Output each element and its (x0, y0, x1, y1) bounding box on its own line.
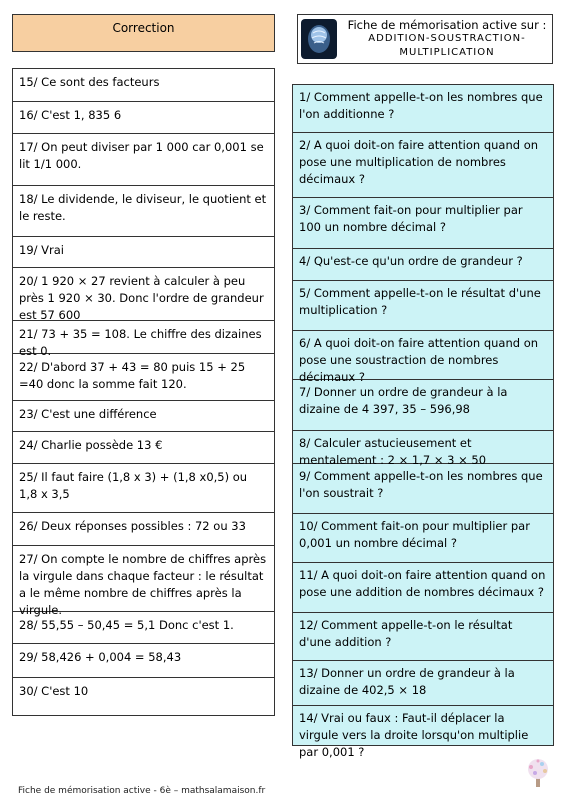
question-item: 5/ Comment appelle-t-on le résultat d'une multiplication ? (293, 281, 553, 331)
answer-item: 19/ Vrai (13, 237, 274, 268)
answer-item: 26/ Deux réponses possibles : 72 ou 33 (13, 513, 274, 546)
question-item: 11/ A quoi doit-on faire attention quand on pose une addition de nombres décimaux ? (293, 563, 553, 613)
question-item: 10/ Comment fait-on pour multiplier par 0,001 un nombre décimal ? (293, 514, 553, 563)
answer-item: 24/ Charlie possède 13 € (13, 432, 274, 464)
question-item: 14/ Vrai ou faux : Faut-il déplacer la virgule vers la droite lorsqu'on multiplie par 0,001 ? (299, 711, 529, 759)
answer-item: 16/ C'est 1, 835 6 (13, 102, 274, 134)
question-item: 8/ Calculer astucieusement et mentalement : 2 × 1,7 × 3 × 50 (293, 431, 553, 464)
answer-item: 15/ Ce sont des facteurs (13, 69, 274, 102)
question-item: 6/ A quoi doit-on faire attention quand on pose une soustraction de nombres décimaux ? (293, 331, 553, 380)
correction-header (12, 14, 275, 52)
fiche-subtitle-1: ADDITION-SOUSTRACTION- (368, 33, 526, 44)
fiche-title: Fiche de mémorisation active sur : (347, 18, 547, 32)
questions-table (292, 84, 554, 759)
answer-item: 27/ On compte le nombre de chiffres après la virgule dans chaque facteur : le résultat a le même nombre de chiffres après la virgule. (13, 546, 274, 612)
answer-item: 18/ Le dividende, le diviseur, le quotient et le reste. (13, 186, 274, 237)
tree-logo-icon (520, 755, 556, 791)
fiche-subtitle-2: MULTIPLICATION (399, 47, 495, 58)
answers-table (12, 68, 275, 716)
answer-item: 22/ D'abord 37 + 43 = 80 puis 15 + 25 =40 donc la somme fait 120. (13, 354, 274, 401)
answer-item: 23/ C'est une différence (13, 401, 274, 432)
question-item: 9/ Comment appelle-t-on les nombres que l'on soustrait ? (293, 464, 553, 514)
question-item: 7/ Donner un ordre de grandeur à la dizaine de 4 397, 35 – 596,98 (293, 380, 553, 431)
answer-item: 17/ On peut diviser par 1 000 car 0,001 se lit 1/1 000. (13, 134, 274, 186)
question-item: 12/ Comment appelle-t-on le résultat d'une addition ? (293, 613, 553, 661)
answer-item: 30/ C'est 10 (19, 684, 89, 698)
answer-item: 28/ 55,55 – 50,45 = 5,1 Donc c'est 1. (13, 612, 274, 644)
question-item: 4/ Qu'est-ce qu'un ordre de grandeur ? (293, 249, 553, 281)
answer-item: 21/ 73 + 35 = 108. Le chiffre des dizaines est 0. (13, 321, 274, 354)
answer-item: 29/ 58,426 + 0,004 = 58,43 (13, 644, 274, 678)
question-item: 3/ Comment fait-on pour multiplier par 100 un nombre décimal ? (293, 198, 553, 249)
answer-item: 20/ 1 920 × 27 revient à calculer à peu près 1 920 × 30. Donc l'ordre de grandeur est 57 600 (13, 268, 274, 321)
question-item: 1/ Comment appelle-t-on les nombres que l'on additionne ? (293, 85, 553, 133)
brain-icon (301, 19, 337, 59)
answer-item: 25/ Il faut faire (1,8 x 3) + (1,8 x0,5) ou 1,8 x 3,5 (13, 464, 274, 513)
correction-title: Correction (112, 21, 175, 35)
fiche-header (297, 14, 553, 64)
footer-text: Fiche de mémorisation active - 6è – mathsalamaison.fr (18, 786, 266, 796)
question-item: 2/ A quoi doit-on faire attention quand on pose une multiplication de nombres décimaux ? (293, 133, 553, 198)
question-item: 13/ Donner un ordre de grandeur à la dizaine de 402,5 × 18 (293, 661, 553, 706)
